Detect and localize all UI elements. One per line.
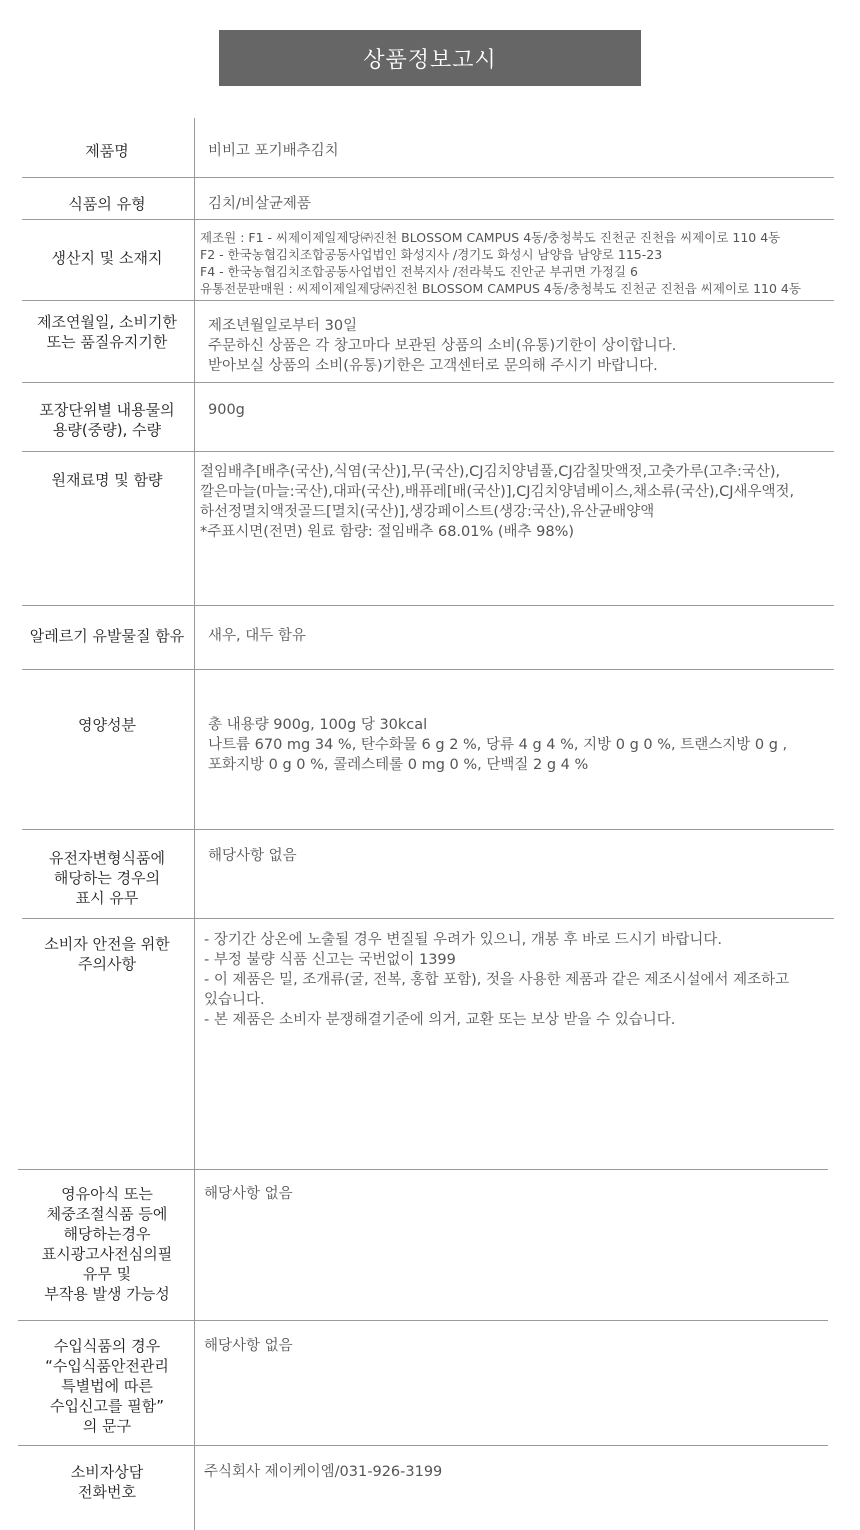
row-divider bbox=[22, 605, 834, 606]
row-value-line: 포화지방 0 g 0 %, 콜레스테롤 0 mg 0 %, 단백질 2 g 4 % bbox=[208, 757, 589, 773]
row-value-line: 제조원 : F1 - 씨제이제일제당㈜진천 BLOSSOM CAMPUS 4동/충청북도 진천군 진천읍 씨제이로 110 4동 bbox=[200, 230, 781, 245]
row-value-line: 주문하신 상품은 각 창고마다 보관된 상품의 소비(유통)기한이 상이합니다. bbox=[208, 338, 677, 354]
row-divider bbox=[18, 1169, 828, 1170]
row-value bbox=[208, 400, 245, 420]
row-divider bbox=[22, 300, 834, 301]
row-label-line: 주의사항 bbox=[78, 955, 136, 973]
row-label-line: 제조연월일, 소비기한 bbox=[37, 313, 177, 331]
row-value bbox=[200, 229, 801, 297]
row-label-line: 영양성분 bbox=[78, 716, 136, 734]
row-value bbox=[204, 1336, 293, 1356]
row-label-line: 소비자상담 bbox=[70, 1463, 144, 1481]
row-divider bbox=[22, 669, 834, 670]
row-label-line: 수입식품의 경우 bbox=[53, 1337, 161, 1355]
row-value bbox=[208, 194, 311, 214]
row-label bbox=[22, 934, 192, 974]
row-value-line: 해당사항 없음 bbox=[204, 1338, 293, 1354]
row-divider bbox=[22, 219, 834, 220]
row-value-line: 절임배추[배추(국산),식염(국산)],무(국산),CJ김치양념풀,CJ감칠맛액젓,고춧가루(고추:국산), bbox=[200, 464, 781, 480]
row-label-line: 식품의 유형 bbox=[68, 195, 146, 213]
row-label bbox=[22, 470, 192, 490]
row-value bbox=[200, 462, 794, 542]
row-label bbox=[22, 141, 192, 161]
row-value-line: 있습니다. bbox=[204, 992, 265, 1008]
row-label-line: 표시광고사전심의필 bbox=[41, 1245, 173, 1263]
row-label-line: 전화번호 bbox=[78, 1483, 136, 1501]
row-label bbox=[22, 400, 192, 440]
row-value-line: 비비고 포기배추김치 bbox=[208, 143, 339, 159]
row-value-line: 총 내용량 900g, 100g 당 30kcal bbox=[208, 717, 428, 733]
row-divider bbox=[22, 829, 834, 830]
row-label-line: “수입식품안전관리 bbox=[45, 1357, 169, 1375]
row-value-line: 하선정멸치액젓골드[멸치(국산)],생강페이스트(생강:국산),유산균배양액 bbox=[200, 504, 655, 520]
row-label-line: 제품명 bbox=[85, 142, 129, 160]
row-value-line: 나트륨 670 mg 34 %, 탄수화물 6 g 2 %, 당류 4 g 4 %, 지방 0 g 0 %, 트랜스지방 0 g , bbox=[208, 737, 788, 753]
row-value bbox=[208, 316, 676, 376]
row-value-line: 김치/비살균제품 bbox=[208, 196, 311, 212]
row-divider bbox=[18, 1445, 828, 1446]
row-value bbox=[204, 1184, 293, 1204]
page-title: 상품정보고시 bbox=[219, 30, 641, 86]
row-value-line: *주표시면(전면) 원료 함량: 절임배추 68.01% (배추 98%) bbox=[200, 524, 575, 540]
row-label bbox=[22, 312, 192, 352]
row-label bbox=[22, 248, 192, 268]
row-label-line: 원재료명 및 함량 bbox=[51, 471, 163, 489]
row-value-line: 900g bbox=[208, 402, 245, 418]
row-value bbox=[204, 930, 789, 1030]
row-label-line: 포장단위별 내용물의 bbox=[39, 401, 175, 419]
row-label bbox=[22, 1462, 192, 1502]
row-label-line: 특별법에 따른 bbox=[61, 1377, 153, 1395]
row-value-line: - 이 제품은 밀, 조개류(굴, 전복, 홍합 포함), 젓을 사용한 제품과 같은 제조시설에서 제조하고 bbox=[204, 972, 790, 988]
row-divider bbox=[22, 382, 834, 383]
row-value-line: F2 - 한국농협김치조합공동사업법인 화성지사 /경기도 화성시 남양읍 남양로 115-23 bbox=[200, 247, 663, 262]
row-value-line: - 장기간 상온에 노출될 경우 변질될 우려가 있으니, 개봉 후 바로 드시기 바랍니다. bbox=[204, 932, 722, 948]
row-value-line: - 본 제품은 소비자 분쟁해결기준에 의거, 교환 또는 보상 받을 수 있습니다. bbox=[204, 1012, 676, 1028]
row-label bbox=[22, 715, 192, 735]
row-label-line: 용량(중량), 수량 bbox=[52, 421, 162, 439]
row-label-line: 의 문구 bbox=[82, 1417, 132, 1435]
row-label-line: 수입신고를 필함” bbox=[50, 1397, 164, 1415]
row-value-line: - 부정 불량 식품 신고는 국번없이 1399 bbox=[204, 952, 456, 968]
row-label-line: 소비자 안전을 위한 bbox=[44, 935, 170, 953]
row-value bbox=[208, 846, 297, 866]
row-divider bbox=[22, 451, 834, 452]
row-label-line: 알레르기 유발물질 함유 bbox=[29, 627, 185, 645]
row-value-line: 주식회사 제이케이엠/031-926-3199 bbox=[204, 1464, 443, 1480]
row-label-line: 체중조절식품 등에 bbox=[46, 1205, 168, 1223]
row-label-line: 생산지 및 소재지 bbox=[51, 249, 163, 267]
row-value-line: 해당사항 없음 bbox=[204, 1186, 293, 1202]
row-value-line: 제조년월일로부터 30일 bbox=[208, 318, 358, 334]
row-value-line: 해당사항 없음 bbox=[208, 848, 297, 864]
row-label-line: 또는 품질유지기한 bbox=[46, 333, 168, 351]
row-value bbox=[204, 1462, 442, 1482]
row-label-line: 부작용 발생 가능성 bbox=[44, 1285, 170, 1303]
row-label-line: 표시 유무 bbox=[75, 889, 139, 907]
row-label bbox=[22, 626, 192, 646]
row-label bbox=[22, 1184, 192, 1304]
row-label-line: 영유아식 또는 bbox=[61, 1185, 153, 1203]
row-divider bbox=[22, 177, 834, 178]
row-value-line: 유통전문판매원 : 씨제이제일제당㈜진천 BLOSSOM CAMPUS 4동/충청북도 진천군 진천읍 씨제이로 110 4동 bbox=[200, 281, 801, 296]
column-divider bbox=[194, 118, 195, 1530]
row-label-line: 유전자변형식품에 bbox=[49, 849, 165, 867]
row-value-line: 새우, 대두 함유 bbox=[208, 628, 306, 644]
row-value-line: F4 - 한국농협김치조합공동사업법인 전북지사 /전라북도 진안군 부귀면 가정길 6 bbox=[200, 264, 638, 279]
row-label bbox=[22, 848, 192, 908]
row-label bbox=[22, 194, 192, 214]
row-divider bbox=[18, 1320, 828, 1321]
row-value-line: 받아보실 상품의 소비(유통)기한은 고객센터로 문의해 주시기 바랍니다. bbox=[208, 358, 658, 374]
row-label-line: 유무 및 bbox=[82, 1265, 132, 1283]
row-divider bbox=[22, 918, 834, 919]
row-value-line: 깔은마늘(마늘:국산),대파(국산),배퓨레[배(국산)],CJ김치양념베이스,채소류(국산),CJ새우액젓, bbox=[200, 484, 795, 500]
row-label-line: 해당하는경우 bbox=[63, 1225, 151, 1243]
row-value bbox=[208, 715, 787, 775]
row-label-line: 해당하는 경우의 bbox=[53, 869, 161, 887]
row-value bbox=[208, 141, 339, 161]
row-label bbox=[22, 1336, 192, 1436]
row-value bbox=[208, 626, 306, 646]
